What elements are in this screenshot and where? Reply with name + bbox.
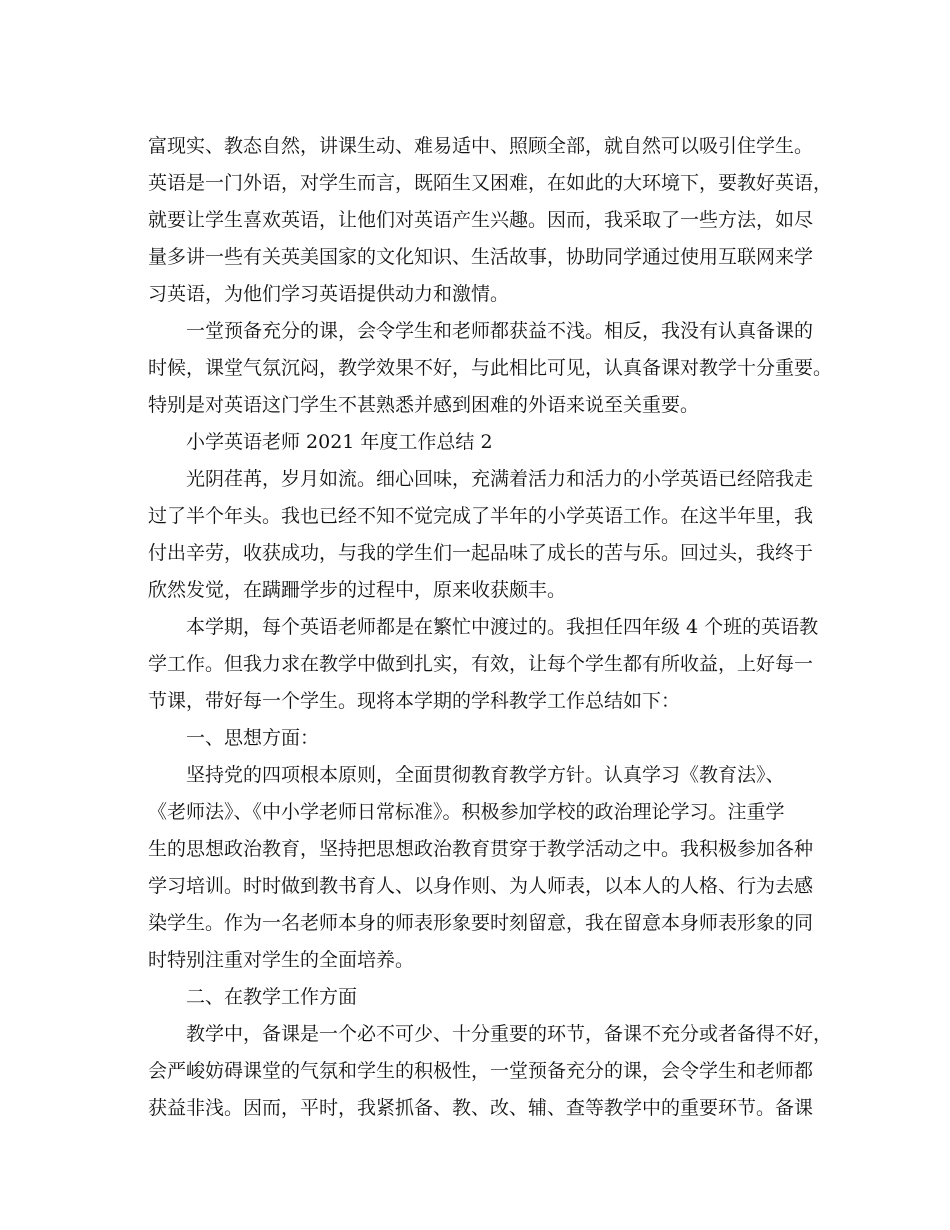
text-line: 节课，带好每一个学生。现将本学期的学科教学工作总结如下： xyxy=(148,690,681,712)
text-line: 欣然发觉，在蹒跚学步的过程中，原来收获颇丰。 xyxy=(148,579,567,601)
text-line: 就要让学生喜欢英语，让他们对英语产生兴趣。因而，我采取了一些方法，如尽 xyxy=(148,209,814,231)
text-line: 染学生。作为一名老师本身的师表形象要时刻留意，我在留意本身师表形象的同 xyxy=(148,912,814,934)
text-line: 学习培训。时时做到教书育人、以身作则、为人师表，以本人的人格、行为去感 xyxy=(148,875,814,897)
text-line: 时特别注重对学生的全面培养。 xyxy=(148,949,415,971)
section-title: 小学英语老师 2021 年度工作总结 2 xyxy=(186,431,493,453)
text-line: 英语是一门外语，对学生而言，既陌生又困难，在如此的大环境下，要教好英语， xyxy=(148,172,833,194)
text-line: 本学期，每个英语老师都是在繁忙中渡过的。我担任四年级 4 个班的英语教 xyxy=(186,616,819,638)
text-line: 坚持党的四项根本原则，全面贯彻教育教学方针。认真学习《教育法》、 xyxy=(186,764,785,786)
text-line: 生的思想政治教育，坚持把思想政治教育贯穿于教学活动之中。我积极参加各种 xyxy=(148,838,814,860)
text-line: 特别是对英语这门学生不甚熟悉并感到困难的外语来说至关重要。 xyxy=(148,394,700,416)
text-line: 一堂预备充分的课，会令学生和老师都获益不浅。相反，我没有认真备课的 xyxy=(186,320,814,342)
section-heading: 一、思想方面： xyxy=(186,727,320,749)
text-line: 学工作。但我力求在教学中做到扎实，有效，让每个学生都有所收益，上好每一 xyxy=(148,653,814,675)
text-line: 获益非浅。因而，平时，我紧抓备、教、改、辅、查等教学中的重要环节。备课 xyxy=(148,1097,814,1119)
text-line: 《老师法》、《中小学老师日常标准》。积极参加学校的政治理论学习。注重学 xyxy=(148,801,785,823)
text-line: 会严峻妨碍课堂的气氛和学生的积极性，一堂预备充分的课，会令学生和老师都 xyxy=(148,1060,814,1082)
text-line: 过了半个年头。我也已经不知不觉完成了半年的小学英语工作。在这半年里，我 xyxy=(148,505,814,527)
section-heading: 二、在教学工作方面 xyxy=(186,986,358,1008)
text-line: 时候，课堂气氛沉闷，教学效果不好，与此相比可见，认真备课对教学十分重要。 xyxy=(148,357,833,379)
text-line: 量多讲一些有关英美国家的文化知识、生活故事，协助同学通过使用互联网来学 xyxy=(148,246,814,268)
text-line: 教学中，备课是一个必不可少、十分重要的环节，备课不充分或者备得不好， xyxy=(186,1023,833,1045)
text-line: 富现实、教态自然，讲课生动、难易适中、照顾全部，就自然可以吸引住学生。 xyxy=(148,135,814,157)
text-line: 付出辛劳，收获成功，与我的学生们一起品味了成长的苦与乐。回过头，我终于 xyxy=(148,542,814,564)
text-line: 光阴荏苒，岁月如流。细心回味，充满着活力和活力的小学英语已经陪我走 xyxy=(186,468,814,490)
text-line: 习英语，为他们学习英语提供动力和激情。 xyxy=(148,283,510,305)
